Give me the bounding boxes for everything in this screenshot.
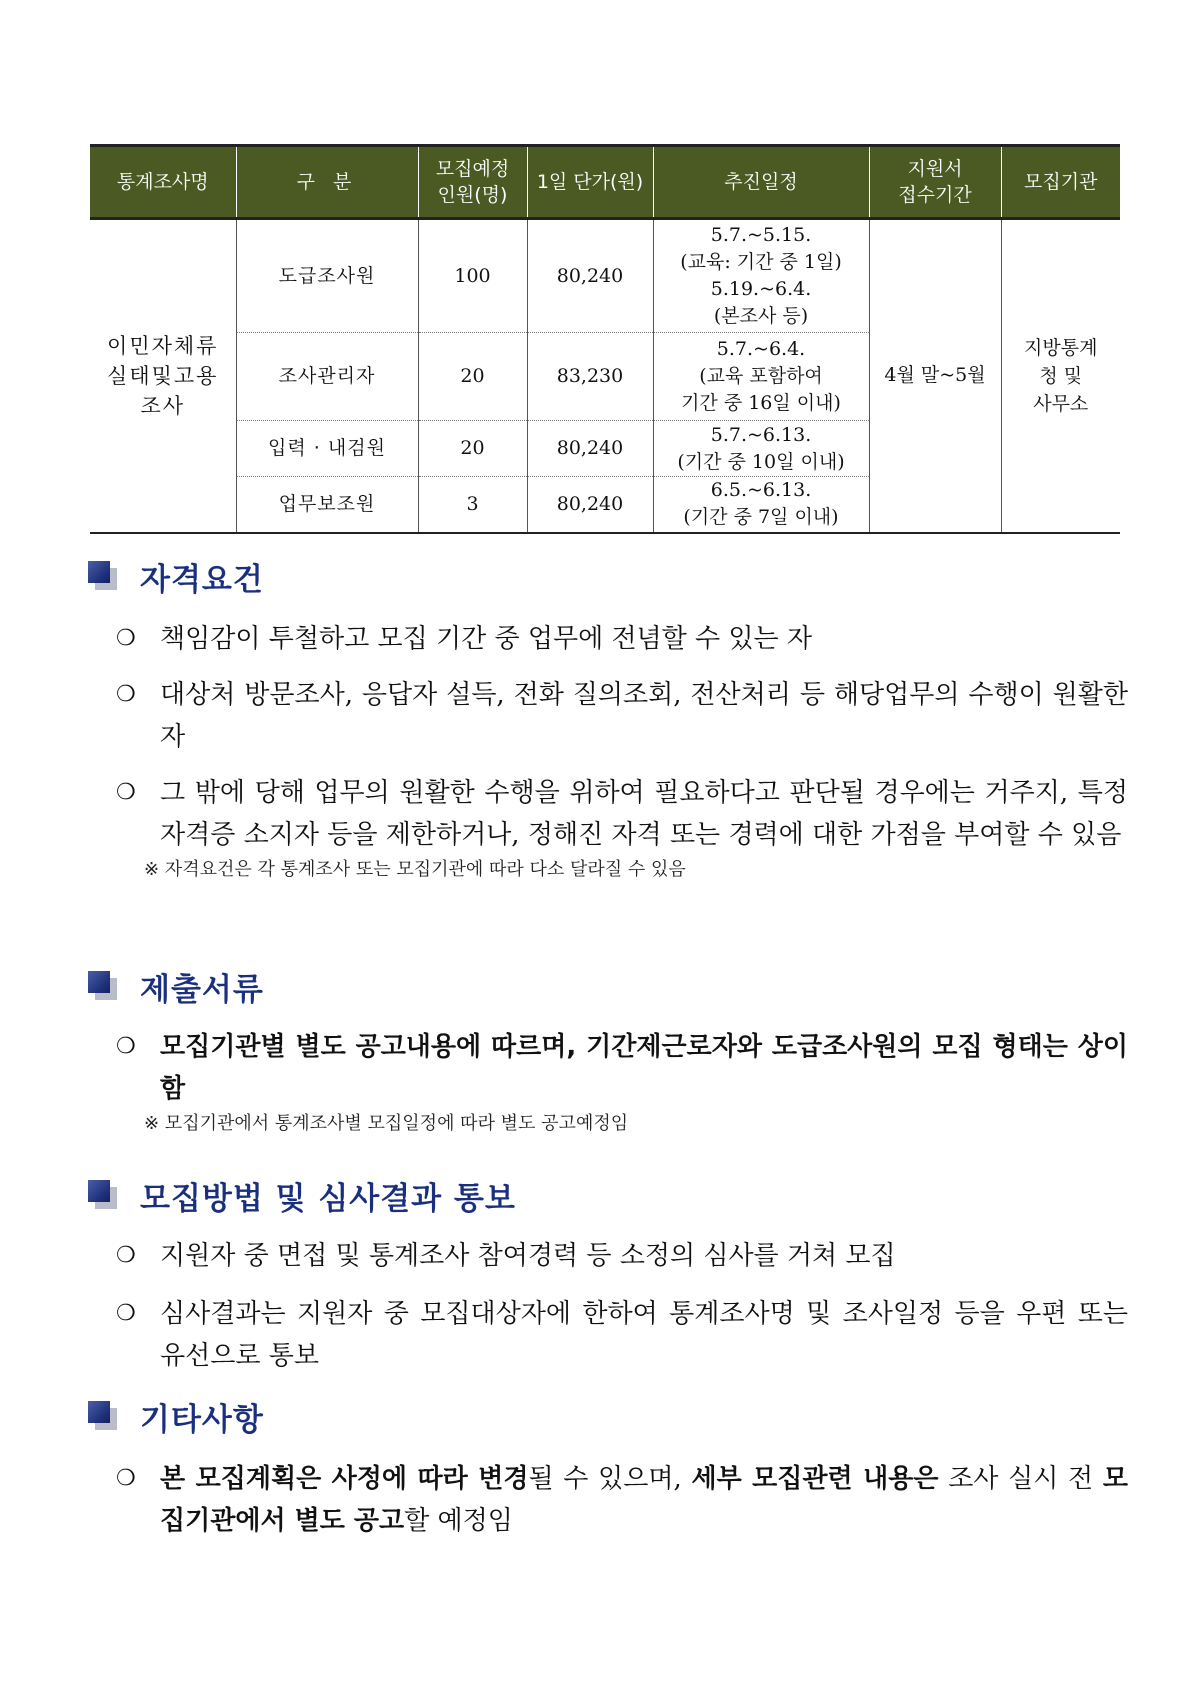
role-cell: 업무보조원: [236, 477, 418, 533]
list-item-text: 대상처 방문조사, 응답자 설득, 전화 질의조회, 전산처리 등 해당업무의 수행이 원활한 자: [160, 680, 1128, 752]
circle-bullet-icon: ❍: [116, 1301, 136, 1326]
survey-name-cell: 이민자체류 실태및고용 조사: [90, 219, 236, 533]
circle-bullet-icon: ❍: [116, 682, 136, 707]
square-bullet-icon: [88, 1180, 118, 1210]
header-survey: 통계조사명: [90, 146, 236, 219]
circle-bullet-icon: ❍: [116, 1243, 136, 1268]
schedule-cell: 5.7.~5.15. (교육: 기간 중 1일) 5.19.~6.4. (본조사 등): [653, 219, 869, 333]
section-qualifications: [88, 556, 1128, 884]
section-title: 자격요건: [140, 561, 264, 598]
section-title: 기타사항: [140, 1401, 264, 1438]
schedule-cell: 6.5.~6.13. (기간 중 7일 이내): [653, 477, 869, 533]
list-item: [88, 674, 1128, 758]
schedule-cell: 5.7.~6.13. (기간 중 10일 이내): [653, 421, 869, 477]
header-daily-pay: 1일 단가(원): [527, 146, 653, 219]
list-item-text: 심사결과는 지원자 중 모집대상자에 한하여 통계조사명 및 조사일정 등을 우편 또는 유선으로 통보: [160, 1299, 1128, 1371]
list-item-text: 모집기관별 별도 공고내용에 따르며, 기간제근로자와 도급조사원의 모집 형태는 상이함: [160, 1032, 1128, 1104]
table-row: [90, 219, 1120, 333]
section-title: 제출서류: [140, 971, 264, 1008]
count-cell: 20: [418, 333, 527, 421]
square-bullet-icon: [88, 561, 118, 591]
section-title: 모집방법 및 심사결과 통보: [140, 1180, 516, 1217]
list-item-text: 지원자 중 면접 및 통계조사 참여경력 등 소정의 심사를 거쳐 모집: [160, 1241, 896, 1271]
count-cell: 3: [418, 477, 527, 533]
circle-bullet-icon: ❍: [116, 626, 136, 651]
role-cell: 입력 · 내검원: [236, 421, 418, 477]
circle-bullet-icon: ❍: [116, 1466, 136, 1491]
list-item: [88, 1458, 1128, 1542]
circle-bullet-icon: ❍: [116, 1034, 136, 1059]
application-period-cell: 4월 말~5월: [869, 219, 1001, 533]
list-item: [88, 618, 1128, 660]
count-cell: 100: [418, 219, 527, 333]
list-item-text: 본 모집계획은 사정에 따라 변경될 수 있으며, 세부 모집관련 내용은 조사 실시 전 모집기관에서 별도 공고할 예정임: [160, 1464, 1129, 1536]
section-other: [88, 1396, 1128, 1542]
section-heading: [88, 966, 1128, 1006]
section-documents: [88, 966, 1128, 1138]
header-agency: 모집기관: [1001, 146, 1120, 219]
section-note: ※ 모집기관에서 통계조사별 모집일정에 따라 별도 공고예정임: [144, 1113, 629, 1134]
list-item: [88, 1026, 1128, 1110]
circle-bullet-icon: ❍: [116, 780, 136, 805]
agency-cell: 지방통계 청 및 사무소: [1001, 219, 1120, 533]
pay-cell: 80,240: [527, 219, 653, 333]
role-cell: 도급조사원: [236, 219, 418, 333]
header-category: 구 분: [236, 146, 418, 219]
list-item: [88, 1293, 1128, 1377]
recruitment-table: [90, 144, 1120, 534]
list-item: [88, 1235, 1128, 1277]
list-item-text: 그 밖에 당해 업무의 원활한 수행을 위하여 필요하다고 판단될 경우에는 거주지, 특정자격증 소지자 등을 제한하거나, 정해진 자격 또는 경력에 대한 가점을 부여할 수 있음: [160, 778, 1128, 850]
section-note: ※ 자격요건은 각 통계조사 또는 모집기관에 따라 다소 달라질 수 있음: [144, 859, 686, 880]
section-method: [88, 1175, 1128, 1377]
role-cell: 조사관리자: [236, 333, 418, 421]
count-cell: 20: [418, 421, 527, 477]
section-heading: [88, 556, 1128, 596]
pay-cell: 83,230: [527, 333, 653, 421]
pay-cell: 80,240: [527, 477, 653, 533]
header-schedule: 추진일정: [653, 146, 869, 219]
list-item: [88, 772, 1128, 856]
section-heading: [88, 1175, 1128, 1215]
section-heading: [88, 1396, 1128, 1436]
square-bullet-icon: [88, 971, 118, 1001]
table-header-row: [90, 146, 1120, 219]
list-item-text: 책임감이 투철하고 모집 기간 중 업무에 전념할 수 있는 자: [160, 624, 813, 654]
header-recruit-count: 모집예정 인원(명): [418, 146, 527, 219]
pay-cell: 80,240: [527, 421, 653, 477]
square-bullet-icon: [88, 1401, 118, 1431]
schedule-cell: 5.7.~6.4. (교육 포함하여 기간 중 16일 이내): [653, 333, 869, 421]
header-application-period: 지원서 접수기간: [869, 146, 1001, 219]
